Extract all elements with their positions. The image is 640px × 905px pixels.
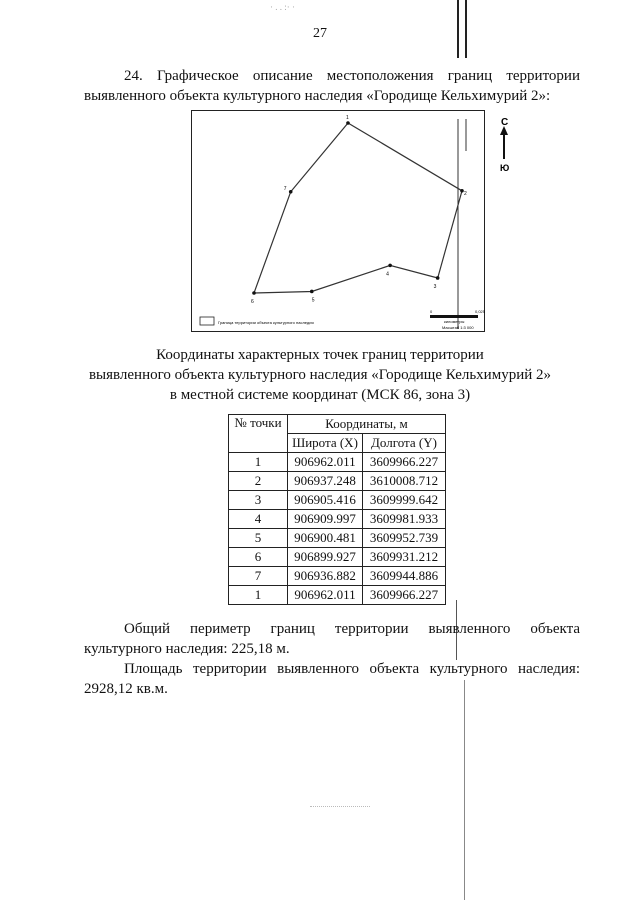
cell-point-number: 7 [229,567,288,586]
scale-ratio: Масштаб 1:3 000 [442,325,474,330]
cell-latitude: 906936.882 [288,567,363,586]
scale-bar [430,315,478,318]
boundary-vertex [252,291,256,295]
cell-longitude: 3609944.886 [363,567,446,586]
cell-latitude: 906962.011 [288,586,363,605]
vertex-label: 7 [283,185,287,192]
top-smudge: · . . :· · [270,2,295,12]
cell-longitude: 3610008.712 [363,472,446,491]
cell-longitude: 3609999.642 [363,491,446,510]
table-row [229,453,446,472]
cell-latitude: 906937.248 [288,472,363,491]
cell-point-number: 4 [229,510,288,529]
scale-unit: километры [444,319,465,324]
scale-zero: 0 [430,309,433,314]
bottom-smudge [310,806,370,809]
table-row [229,491,446,510]
vertex-label: 2 [464,190,467,197]
boundary-vertex [346,121,350,125]
cell-latitude: 906962.011 [288,453,363,472]
cell-longitude: 3609966.227 [363,453,446,472]
cell-point-number: 6 [229,548,288,567]
cell-longitude: 3609981.933 [363,510,446,529]
coords-title-line3: в местной системе координат (МСК 86, зона 3) [169,387,471,403]
cell-longitude: 3609952.739 [363,529,446,548]
page-number: 27 [313,26,327,41]
scan-artifact-line [464,680,465,900]
vertex-label: 5 [311,297,315,304]
header-point-number: № точки [229,415,288,453]
boundary-vertex [388,264,392,268]
perimeter-line1: Общий периметр границ территории выявленного объекта [124,621,580,637]
cell-latitude: 906900.481 [288,529,363,548]
section-heading-line1: 24. Графическое описание местоположения границ территории [124,68,580,84]
vertex-label: 6 [251,299,254,305]
boundary-map-svg [192,111,510,331]
north-arrow [500,117,509,173]
north-label: С [501,117,509,128]
header-coordinates: Координаты, м [288,415,446,434]
legend-swatch [200,317,214,325]
legend-text: Граница территории объекта культурного наследия [218,320,314,325]
table-row [229,548,446,567]
vertex-label: 1 [345,115,349,121]
coordinates-table [228,414,446,605]
table-row [229,586,446,605]
cell-point-number: 5 [229,529,288,548]
perimeter-line2: культурного наследия: 225,18 м. [84,641,290,657]
vertex-label: 3 [433,283,437,290]
boundary-vertex [289,190,293,194]
coords-title-line1: Координаты характерных точек границ территории [156,347,484,363]
cell-point-number: 1 [229,586,288,605]
cell-longitude: 3609931.212 [363,548,446,567]
coords-title-line2: выявленного объекта культурного наследия «Городище Кельхимурий 2» [88,367,552,383]
table-header-row [229,415,446,434]
cell-point-number: 3 [229,491,288,510]
boundary-vertex [310,290,314,294]
table-row [229,472,446,491]
south-label: Ю [500,163,510,173]
cell-latitude: 906905.416 [288,491,363,510]
cell-point-number: 2 [229,472,288,491]
header-latitude: Широта (X) [288,434,363,453]
cell-latitude: 906909.997 [288,510,363,529]
vertex-label: 4 [386,271,389,278]
scale-max: 0,025 [475,309,486,314]
cell-longitude: 3609966.227 [363,586,446,605]
cell-point-number: 1 [229,453,288,472]
boundary-polygon [254,123,462,293]
boundary-vertex [436,276,440,280]
coords-title [0,345,640,405]
header-longitude: Долгота (Y) [363,434,446,453]
table-row [229,567,446,586]
area-line2: 2928,12 кв.м. [84,681,168,697]
table-row [229,510,446,529]
section-heading-line2: выявленного объекта культурного наследия «Городище Кельхимурий 2»: [84,88,551,104]
area-line1: Площадь территории выявленного объекта культурного наследия: [124,661,580,677]
boundary-map [191,110,510,332]
table-row [229,529,446,548]
cell-latitude: 906899.927 [288,548,363,567]
